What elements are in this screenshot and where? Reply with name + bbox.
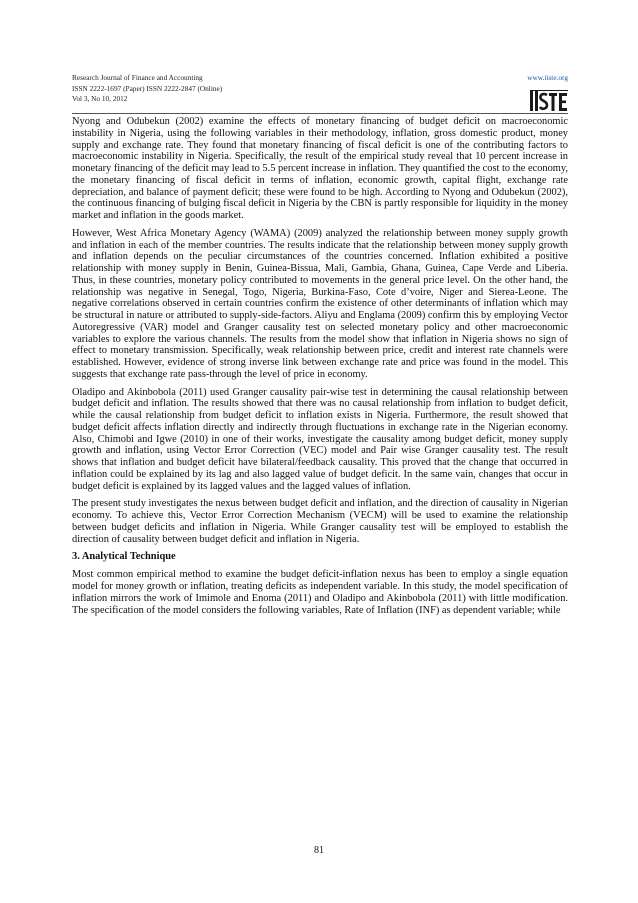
article-body (72, 116, 568, 622)
header-divider (72, 113, 568, 114)
paragraph-present-study: The present study investigates the nexus between budget deficit and inflation, and the direction of causality in Nigerian economy. To achieve this, Vector Error Correction Mechanism (VECM) will be used to examine the relationship between budget deficits and inflation in Nigeria. While Granger causality test will be employed to establish the direction of causality between budget deficit and inflation in Nigeria. (72, 498, 568, 545)
page-number: 81 (314, 845, 324, 856)
publisher-info (527, 73, 568, 115)
section-heading: 3. Analytical Technique (72, 551, 176, 563)
journal-title: Research Journal of Finance and Accounting (72, 73, 203, 82)
journal-volume: Vol 3, No 10, 2012 (72, 94, 128, 103)
iiste-logo (530, 90, 568, 112)
paragraph-oladipo-akinbobola: Oladipo and Akinbobola (2011) used Granger causality pair-wise test in determining the causal relationship between budget deficit and inflation. The results showed that there was no causal relationship from inflation to budget deficit, while the causal relationship from budget deficit to inflation exists in Nigeria. Furthermore, the result showed that budget deficit affects inflation directly and indirectly through fluctuations in exchange rate in the Nigerian economy. Also, Chimobi and Igwe (2010) in one of their works, investigate the causality among budget deficit, money supply growth and inflation, using Vector Error Correction (VEC) model and Pair wise Granger causality test. The result shows that inflation and budget deficit have bilateral/feedback causality. This proved that the change that occurred in inflation could be explained by its lag and also lagged value of budget deficit. In the same vain, changes that occur in budget deficit is explained by its lagged values and the lagged values of inflation. (72, 386, 568, 492)
page-header (72, 73, 568, 113)
journal-issn: ISSN 2222-1697 (Paper) ISSN 2222-2847 (Online) (72, 83, 223, 93)
paragraph-analytical-technique: Most common empirical method to examine the budget deficit-inflation nexus has been to employ a single equation model for money growth or inflation, treating deficits as independent variable. In this study, the model specification of inflation mirrors the work of Imimole and Enoma (2011) and Oladipo and Akinbobola (2011) with little modification. The specification of the model considers the following variables, Rate of Inflation (INF) as dependent variable; while (72, 569, 568, 616)
journal-info (72, 73, 222, 105)
website-link[interactable]: www.iiste.org (527, 73, 568, 82)
paragraph-nyong-odubekun: Nyong and Odubekun (2002) examine the effects of monetary financing of budget deficit on macroeconomic instability in Nigeria, using the following variables in their methodology, inflation, gross domestic product, money supply and exchange rate. They found that monetary financing of fiscal deficit is one of the contributing factors to macroeconomic instability in Nigeria. Specifically, the result of the empirical study reveal that 10 percent increase in monetary financing of the deficit may lead to 5.5 percent increase in inflation. They quantified the cost to the economy, the monetary financing of fiscal deficit in terms of inflation, economic growth, capital flight, exchange rate depreciation, and balance of payment deficit; these were found to be high. According to Nyong and Odubekun (2002), the continuous financing of bulging fiscal deficit in Nigeria by the CBN is partly responsible for liquidity in the money market and inflation in the goods market. (72, 116, 568, 221)
paragraph-wama: However, West Africa Monetary Agency (WAMA) (2009) analyzed the relationship between money supply growth and inflation in each of the member countries. The results indicate that the relationship between money supply growth and inflation depends on the peculiar circumstances of the countries concerned. Inflation exhibited a positive relationship with money supply in Benin, Guinea-Bissua, Mali, Gambia, Ghana, Guinea, Cape Verde and Liberia. Thus, in these countries, monetary policy contributed to movements in the general price level. On the other hand, the relationship was negative in Senegal, Togo, Nigeria, Burkina-Faso, Cote d’voire, Niger and Sierea-Leone. The negative correlations observed in certain countries confirm the existence of other determinants of inflation which may be structural in nature or attributed to supply-side-factors. Aliyu and Englama (2009) confirm this by employing Vector Autoregressive (VAR) model and Granger causality test on selected monetary policy and other macroeconomic variables to explore the various channels. The results from the model show that inflation in Nigeria shows no sign of effect to monetary transmission. Specifically, weak relationship between price, credit and interest rate channels were established. However, evidence of strong inverse link between exchange rate and price was found in the model. This suggests that exchange rate pass-through the level of price in economy. (72, 227, 568, 380)
